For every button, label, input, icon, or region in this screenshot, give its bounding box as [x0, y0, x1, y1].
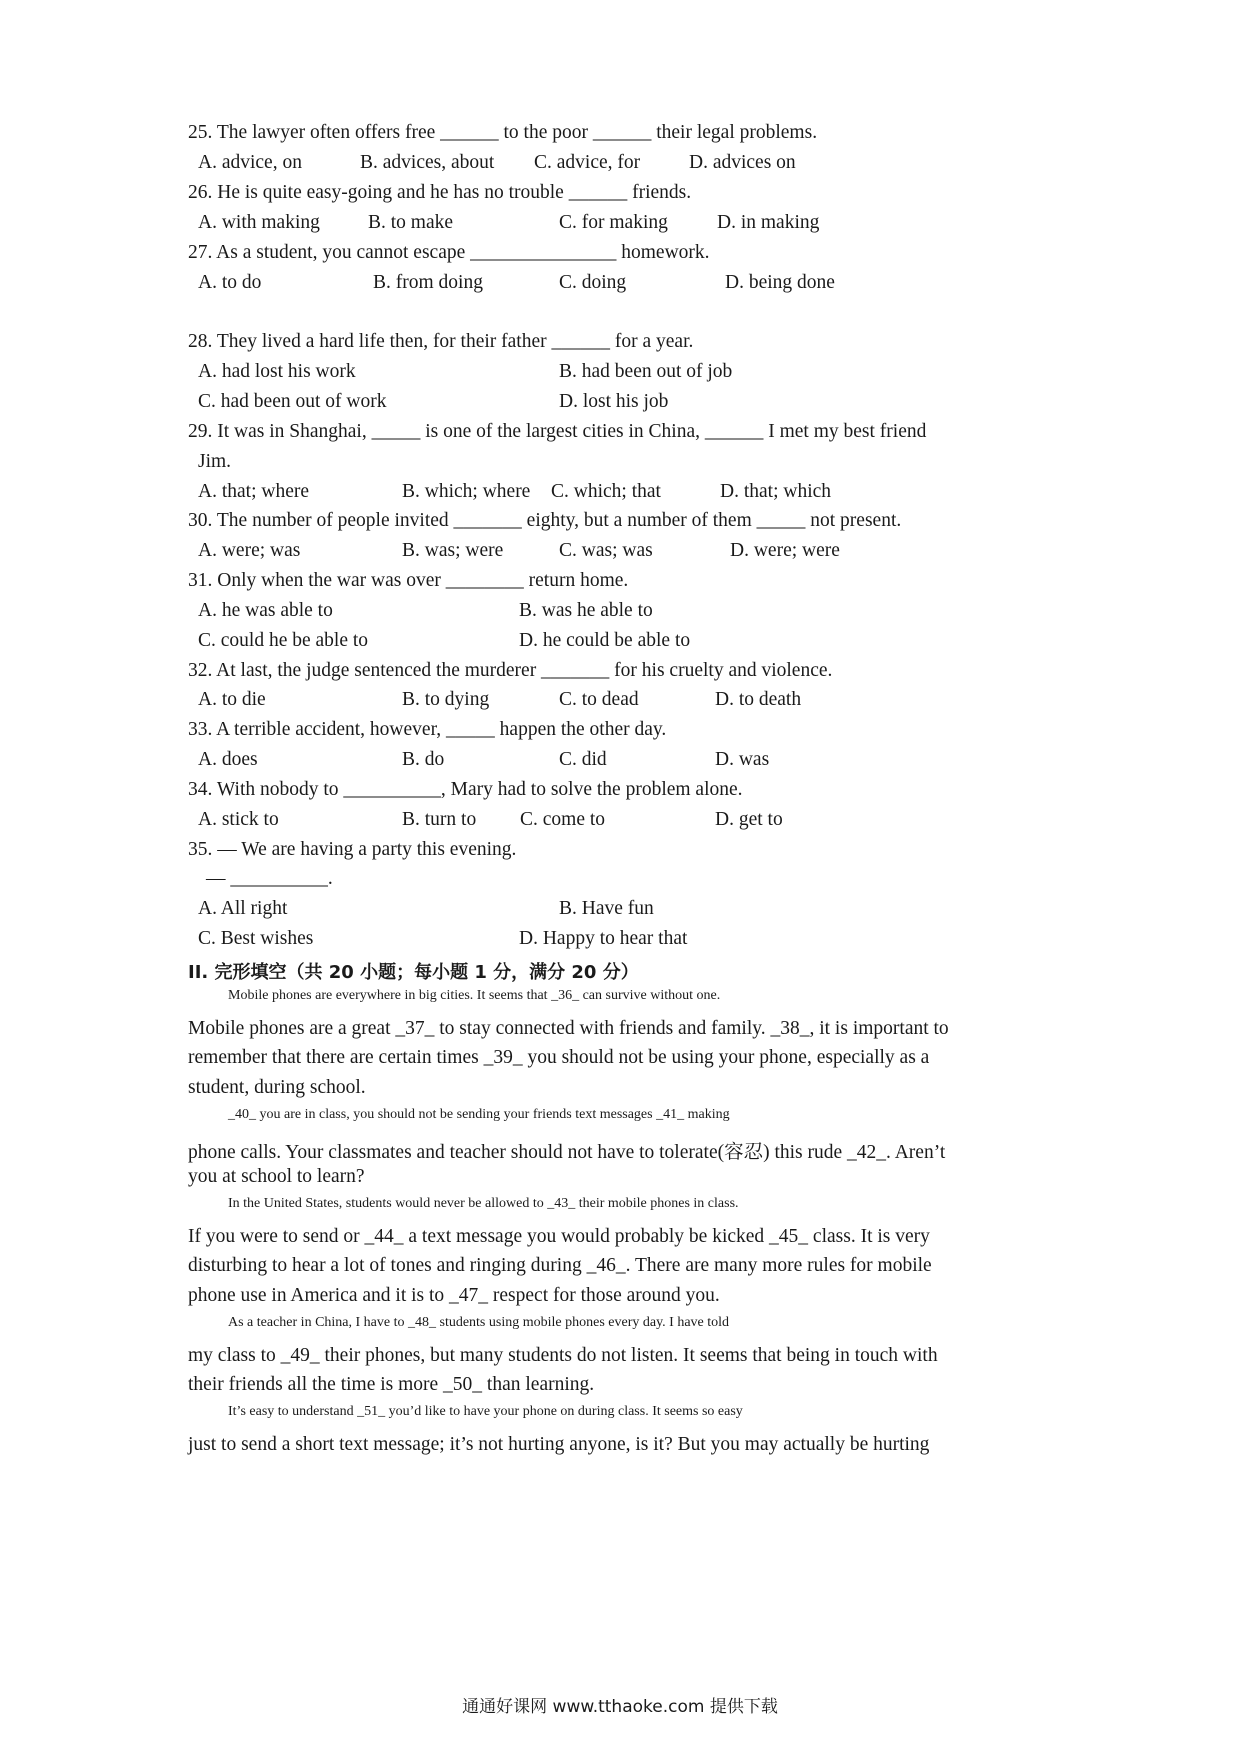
q29-option-d: D. that; which [720, 481, 832, 502]
question-35-reply: — __________. [206, 868, 333, 889]
q26-option-c: C. for making [559, 212, 668, 233]
q29-option-b: B. which; where [402, 481, 531, 502]
passage-line: just to send a short text message; it’s not hurting anyone, is it? But you may actually be hurting [188, 1434, 930, 1455]
passage-line: remember that there are certain times _39_ you should not be using your phone, especially as a [188, 1047, 930, 1068]
q34-option-d: D. get to [715, 809, 783, 830]
passage-line: It’s easy to understand _51_ you’d like to have your phone on during class. It seems so easy [228, 1404, 743, 1419]
passage-line: phone calls. Your classmates and teacher should not have to tolerate(容忍) this rude _42_. Aren’t [188, 1142, 946, 1163]
passage-line: If you were to send or _44_ a text message you would probably be kicked _45_ class. It is very [188, 1226, 930, 1247]
passage-line: disturbing to hear a lot of tones and ringing during _46_. There are many more rules for mobile [188, 1255, 932, 1276]
q29-option-a: A. that; where [198, 481, 310, 502]
question-28-stem: 28. They lived a hard life then, for their father ______ for a year. [188, 331, 694, 352]
q33-option-b: B. do [402, 749, 445, 770]
q30-option-a: A. were; was [198, 540, 301, 561]
q35-option-c: C. Best wishes [198, 928, 314, 949]
question-29-stem-continued: Jim. [198, 451, 232, 472]
question-29-stem: 29. It was in Shanghai, _____ is one of the largest cities in China, ______ I met my best friend [188, 421, 927, 442]
q27-option-a: A. to do [198, 272, 262, 293]
question-35-stem: 35. — We are having a party this evening. [188, 839, 517, 860]
q30-option-c: C. was; was [559, 540, 653, 561]
passage-line: student, during school. [188, 1077, 366, 1098]
passage-line: phone use in America and it is to _47_ respect for those around you. [188, 1285, 720, 1306]
q34-option-b: B. turn to [402, 809, 477, 830]
passage-line: their friends all the time is more _50_ than learning. [188, 1374, 595, 1395]
q35-option-a: A. All right [198, 898, 288, 919]
q33-option-d: D. was [715, 749, 770, 770]
q25-option-b: B. advices, about [360, 152, 495, 173]
q32-option-d: D. to death [715, 689, 802, 710]
passage-line: As a teacher in China, I have to _48_ students using mobile phones every day. I have told [228, 1315, 730, 1330]
passage-line: you at school to learn? [188, 1166, 365, 1187]
passage-line: _40_ you are in class, you should not be sending your friends text messages _41_ making [228, 1107, 730, 1122]
q25-option-a: A. advice, on [198, 152, 302, 173]
q28-option-d: D. lost his job [559, 391, 669, 412]
q31-option-c: C. could he be able to [198, 630, 369, 651]
q33-option-a: A. does [198, 749, 258, 770]
q25-option-d: D. advices on [689, 152, 796, 173]
q35-option-d: D. Happy to hear that [519, 928, 688, 949]
question-33-stem: 33. A terrible accident, however, _____ happen the other day. [188, 719, 667, 740]
q34-option-a: A. stick to [198, 809, 279, 830]
q31-option-a: A. he was able to [198, 600, 333, 621]
q26-option-d: D. in making [717, 212, 820, 233]
question-32-stem: 32. At last, the judge sentenced the murderer _______ for his cruelty and violence. [188, 660, 833, 681]
q33-option-c: C. did [559, 749, 607, 770]
q26-option-a: A. with making [198, 212, 320, 233]
question-34-stem: 34. With nobody to __________, Mary had to solve the problem alone. [188, 779, 743, 800]
question-26-stem: 26. He is quite easy-going and he has no trouble ______ friends. [188, 182, 692, 203]
q31-option-b: B. was he able to [519, 600, 653, 621]
q27-option-c: C. doing [559, 272, 627, 293]
q26-option-b: B. to make [368, 212, 454, 233]
q31-option-d: D. he could be able to [519, 630, 691, 651]
q32-option-b: B. to dying [402, 689, 490, 710]
q34-option-c: C. come to [520, 809, 606, 830]
q25-option-c: C. advice, for [534, 152, 641, 173]
passage-line: In the United States, students would never be allowed to _43_ their mobile phones in class. [228, 1196, 739, 1211]
section-title: II. 完形填空（共 20 小题；每小题 1 分，满分 20 分） [188, 962, 639, 983]
q30-option-b: B. was; were [402, 540, 504, 561]
q27-option-d: D. being done [725, 272, 835, 293]
q29-option-c: C. which; that [551, 481, 661, 502]
q28-option-a: A. had lost his work [198, 361, 356, 382]
q28-option-b: B. had been out of job [559, 361, 733, 382]
q30-option-d: D. were; were [730, 540, 840, 561]
q27-option-b: B. from doing [373, 272, 483, 293]
passage-line: Mobile phones are everywhere in big cities. It seems that _36_ can survive without one. [228, 988, 721, 1003]
q28-option-c: C. had been out of work [198, 391, 387, 412]
q32-option-c: C. to dead [559, 689, 639, 710]
passage-line: Mobile phones are a great _37_ to stay connected with friends and family. _38_, it is important to [188, 1018, 949, 1039]
passage-line: my class to _49_ their phones, but many students do not listen. It seems that being in touch with [188, 1345, 938, 1366]
question-30-stem: 30. The number of people invited _______ eighty, but a number of them _____ not present. [188, 510, 902, 531]
q32-option-a: A. to die [198, 689, 266, 710]
question-25-stem: 25. The lawyer often offers free ______ to the poor ______ their legal problems. [188, 122, 818, 143]
question-27-stem: 27. As a student, you cannot escape _______________ homework. [188, 242, 710, 263]
page-footer: 通通好课网 www.tthaoke.com 提供下载 [462, 1697, 778, 1717]
q35-option-b: B. Have fun [559, 898, 654, 919]
question-31-stem: 31. Only when the war was over ________ return home. [188, 570, 629, 591]
